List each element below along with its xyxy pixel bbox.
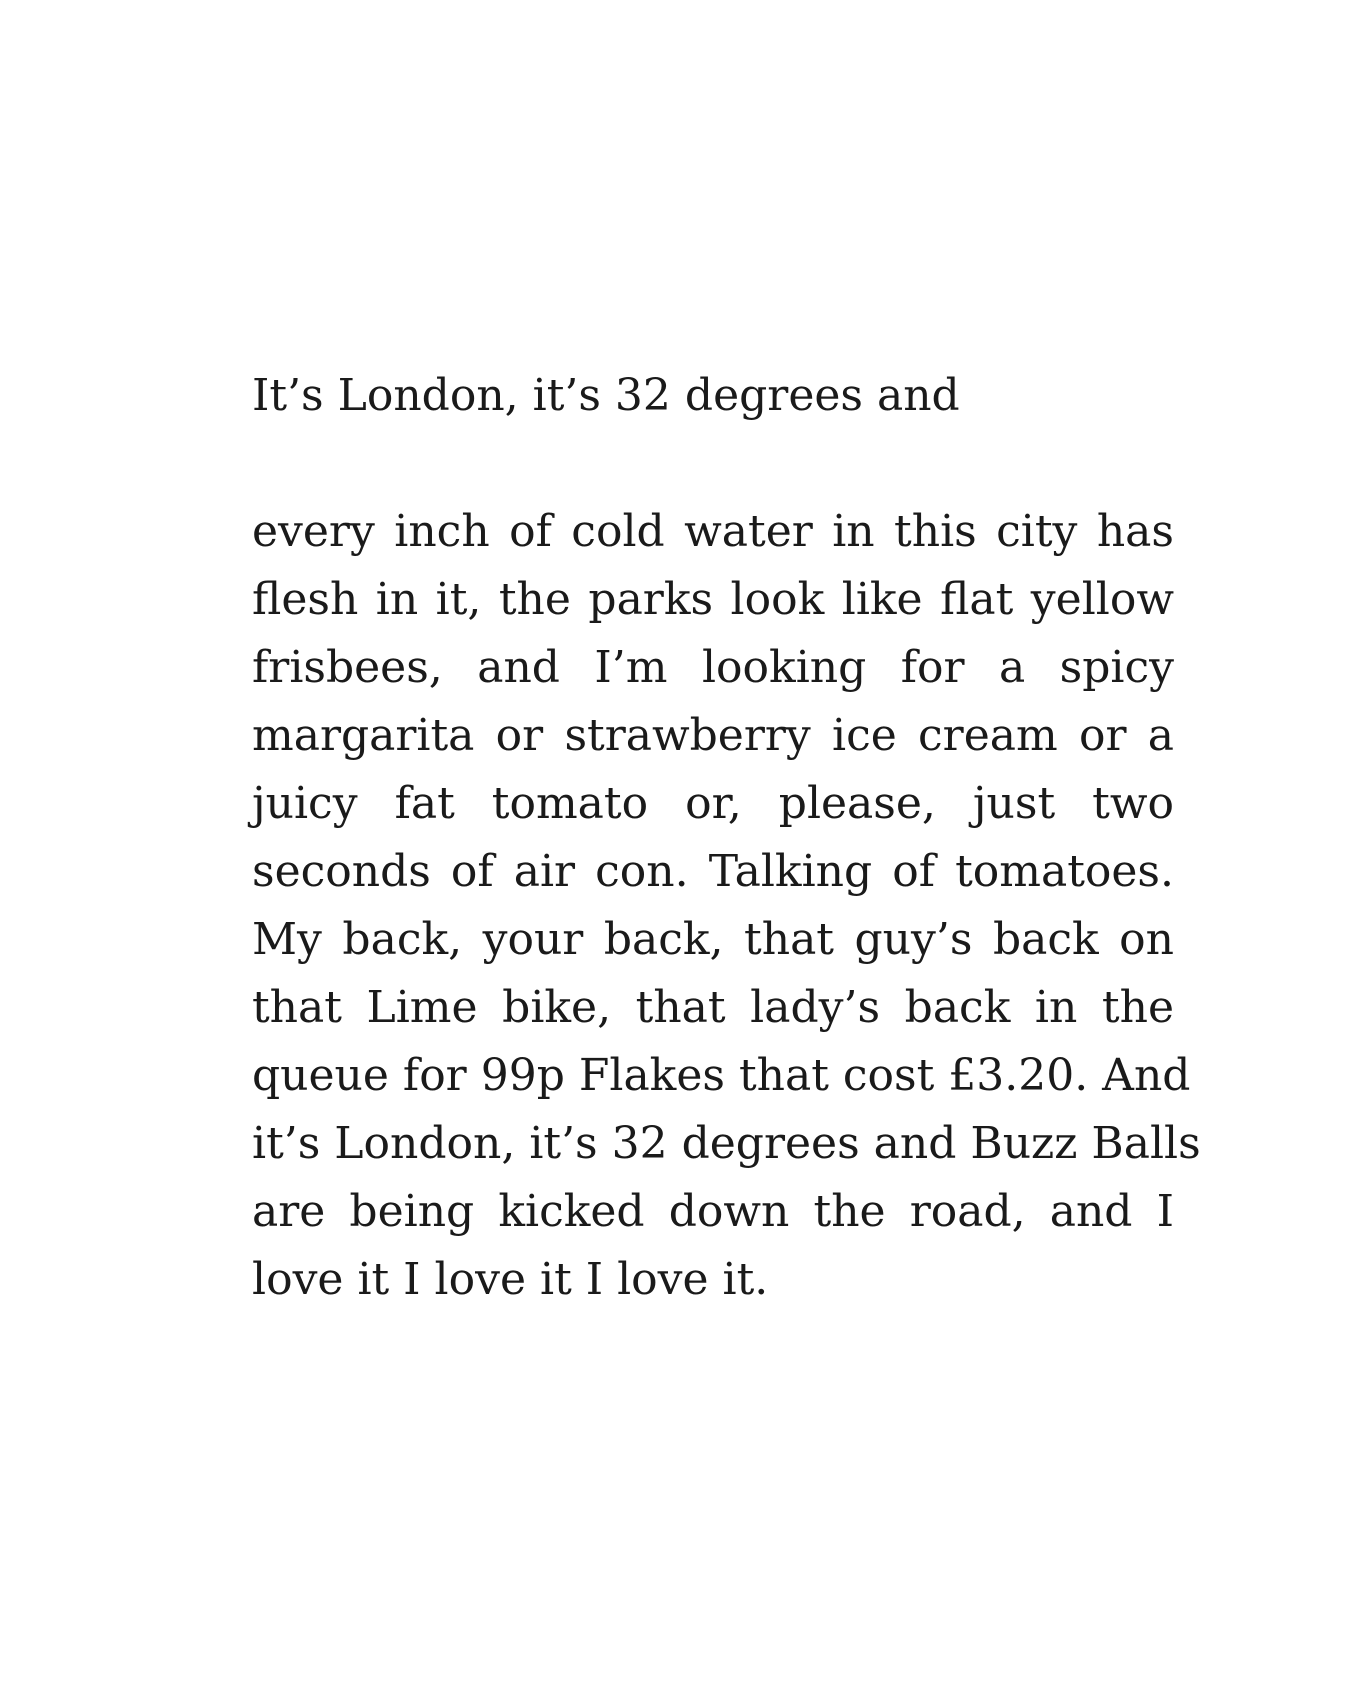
paragraph-line: are being kicked down the road, and I (252, 1186, 1174, 1237)
paragraph-line: frisbees, and I’m looking for a spicy (252, 642, 1174, 693)
paragraph-line: margarita or strawberry ice cream or a (252, 710, 1174, 761)
paragraph-line: every inch of cold water in this city has (252, 506, 1174, 557)
text-block (252, 362, 1201, 1314)
paragraph-line: it’s London, it’s 32 degrees and Buzz Balls (252, 1118, 1201, 1169)
opening-line: It’s London, it’s 32 degrees and (252, 370, 960, 421)
paragraph-line: seconds of air con. Talking of tomatoes. (252, 846, 1174, 897)
paragraph-line: juicy fat tomato or, please, just two (252, 778, 1174, 829)
paragraph-line: that Lime bike, that lady’s back in the (252, 982, 1174, 1033)
body-paragraph (252, 498, 1201, 1314)
paragraph-line: queue for 99p Flakes that cost £3.20. And (252, 1050, 1191, 1101)
paragraph-line: flesh in it, the parks look like flat yellow (252, 574, 1174, 625)
paragraph-line: love it I love it I love it. (252, 1254, 769, 1305)
paragraph-line: My back, your back, that guy’s back on (252, 914, 1174, 965)
